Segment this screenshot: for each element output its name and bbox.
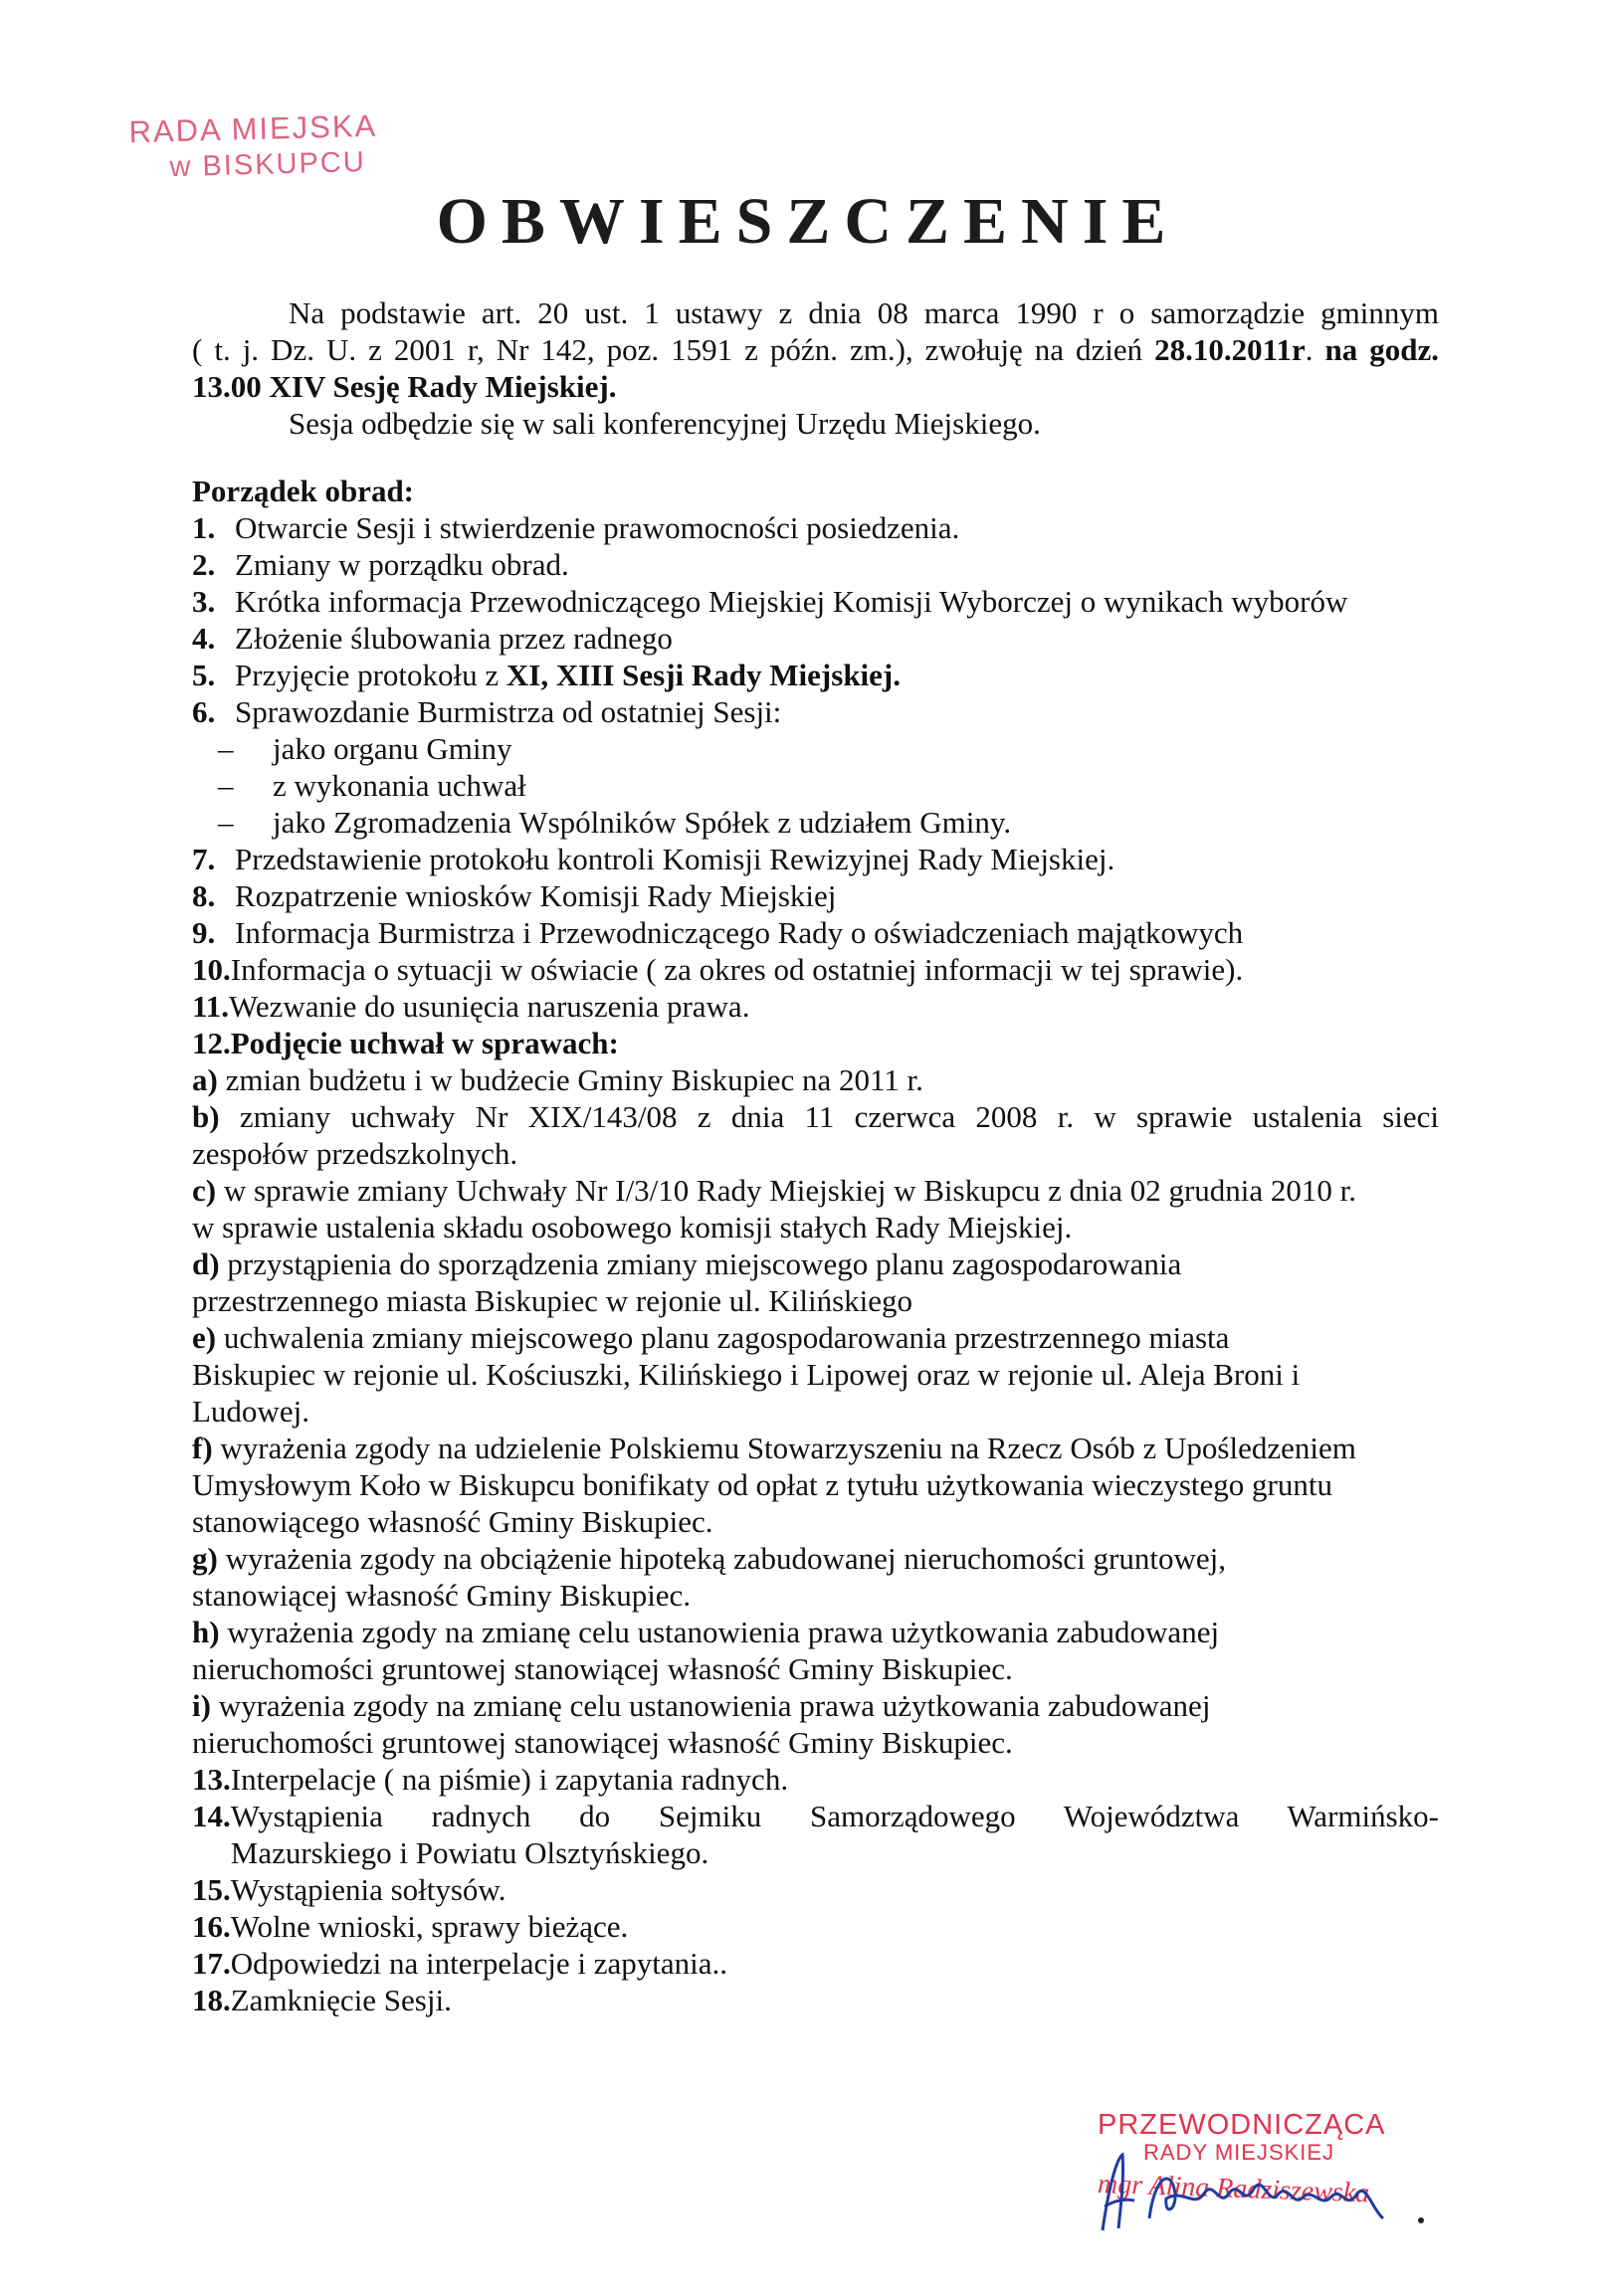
agenda-item-number: 9. <box>192 915 216 950</box>
handwritten-signature-icon <box>1095 2149 1433 2238</box>
resolution-line-text: wyrażenia zgody na obciążenie hipoteką zabudowanej nieruchomości gruntowej, <box>225 1541 1226 1576</box>
agenda-item-text <box>219 693 1439 730</box>
resolution-line <box>192 1687 1439 1724</box>
resolution-line <box>192 1614 1439 1650</box>
resolution-line <box>192 1466 1439 1503</box>
council-stamp <box>128 108 378 187</box>
resolution-line-text: wyrażenia zgody na zmianę celu ustanowienia prawa użytkowania zabudowanej <box>227 1615 1220 1649</box>
resolution-line-text: Biskupiec w rejonie ul. Kościuszki, Kilińskiego i Lipowej oraz w rejonie ul. Aleja Broni i <box>192 1357 1301 1392</box>
dash-marker: – <box>218 768 234 803</box>
sub-item <box>192 767 1439 804</box>
resolution-line-text: Umysłowym Koło w Biskupcu bonifikaty od opłat z tytułu użytkowania wieczystego gruntu <box>192 1467 1332 1502</box>
resolution-item <box>192 1319 1439 1430</box>
intro-line-3: 13.00 XIV Sesję Rady Miejskiej. <box>192 369 617 404</box>
resolution-item <box>192 1061 1439 1098</box>
stamp-subtitle: RADY MIEJSKIEJ <box>1143 2140 1335 2165</box>
dash-marker: – <box>218 731 234 766</box>
resolution-line-text: wyrażenia zgody na zmianę celu ustanowienia prawa użytkowania zabudowanej <box>218 1688 1211 1723</box>
agenda-item-number: 16. <box>192 1909 231 1944</box>
agenda-item-text-content: Wystąpienia sołtysów. <box>230 1872 506 1907</box>
resolution-line-text: w sprawie ustalenia składu osobowego komisji stałych Rady Miejskiej. <box>192 1210 1073 1244</box>
agenda-item-text <box>219 877 1439 914</box>
resolution-line-text: zmian budżetu i w budżecie Gminy Biskupiec na 2011 r. <box>225 1062 923 1097</box>
agenda-item-number: 10. <box>192 952 231 987</box>
resolution-line-text: w sprawie zmiany Uchwały Nr I/3/10 Rady Miejskiej w Biskupcu z dnia 02 grudnia 2010 r. <box>223 1173 1357 1208</box>
resolution-line <box>192 1135 1439 1172</box>
agenda-item-number: 4. <box>192 621 216 656</box>
resolution-item <box>192 1430 1439 1540</box>
resolution-line <box>192 1540 1439 1577</box>
agenda-item <box>192 583 1439 620</box>
agenda-item-text <box>229 988 1439 1025</box>
agenda-item <box>192 988 1439 1025</box>
agenda-item-number: 14. <box>192 1799 231 1833</box>
agenda-item-number: 11. <box>192 989 230 1024</box>
agenda-item-text-content: Rozpatrzenie wniosków Komisji Rady Miejskiej <box>235 878 837 913</box>
agenda-item-number: 6. <box>192 694 216 729</box>
resolution-line <box>192 1356 1439 1393</box>
stamp-title: PRZEWODNICZĄCA <box>1098 2109 1386 2141</box>
resolution-line-text: Ludowej. <box>192 1394 309 1429</box>
agenda-item-text-content: Informacja Burmistrza i Przewodniczącego Rady o oświadczeniach majątkowych <box>235 915 1244 950</box>
agenda-item-text <box>219 914 1439 951</box>
agenda-item-text <box>231 1908 1439 1945</box>
agenda-item-text-line: Mazurskiego i Powiatu Olsztyńskiego. <box>230 1835 709 1870</box>
agenda-item-text <box>219 620 1439 657</box>
agenda-item-text <box>219 546 1439 583</box>
agenda-item-number: 7. <box>192 842 216 876</box>
agenda-item-text <box>231 1945 1439 1982</box>
agenda-item-text-content: Odpowiedzi na interpelacje i zapytania.. <box>230 1946 727 1981</box>
resolution-line <box>192 1430 1439 1466</box>
sub-item <box>192 804 1439 841</box>
agenda-item <box>192 914 1439 951</box>
intro-line-4: Sesja odbędzie się w sali konferencyjnej Urzędu Miejskiego. <box>289 406 1041 441</box>
agenda-item-text-content: Wolne wnioski, sprawy bieżące. <box>230 1909 629 1944</box>
agenda-item-text-content: Otwarcie Sesji i stwierdzenie prawomocności posiedzenia. <box>235 510 960 545</box>
agenda-item-text <box>231 1761 1439 1798</box>
sub-item-text: z wykonania uchwał <box>273 768 526 803</box>
intro-line-2 <box>192 331 1439 368</box>
resolution-letter: f) <box>192 1431 213 1465</box>
resolution-line <box>192 1503 1439 1540</box>
agenda-list <box>192 509 1439 2018</box>
resolution-item <box>192 1687 1439 1761</box>
agenda-item <box>192 546 1439 583</box>
resolution-line-text: stanowiącej własność Gminy Biskupiec. <box>192 1578 692 1613</box>
agenda-item-number: 8. <box>192 878 216 913</box>
sub-item <box>192 730 1439 767</box>
resolution-line-text: nieruchomości gruntowej stanowiącej własność Gminy Biskupiec. <box>192 1725 1013 1760</box>
agenda-item <box>192 1871 1439 1908</box>
intro-line-1: Na podstawie art. 20 ust. 1 ustawy z dnia 08 marca 1990 r o samorządzie gminnym <box>289 295 1439 330</box>
resolution-line-text: zespołów przedszkolnych. <box>192 1136 518 1171</box>
resolution-item <box>192 1172 1439 1245</box>
agenda-item <box>192 877 1439 914</box>
intro-sep: . <box>1305 332 1325 367</box>
agenda-item-text-content: Zamknięcie Sesji. <box>230 1983 452 2017</box>
agenda-item-text-content: Przedstawienie protokołu kontroli Komisji Rewizyjnej Rady Miejskiej. <box>235 842 1115 876</box>
agenda-item <box>192 509 1439 546</box>
resolution-letter: a) <box>192 1062 218 1097</box>
resolution-line <box>192 1319 1439 1356</box>
agenda-item-number: 15. <box>192 1872 231 1907</box>
agenda-item-text-plain: Przyjęcie protokołu z <box>235 658 506 692</box>
agenda-item-number: 5. <box>192 658 216 692</box>
resolution-line <box>192 1061 1439 1098</box>
resolution-line-text: zmiany uchwały Nr XIX/143/08 z dnia 11 czerwca 2008 r. w sprawie ustalenia sieci <box>239 1099 1440 1134</box>
agenda-item <box>192 1945 1439 1982</box>
agenda-item-text <box>231 951 1439 988</box>
agenda-item <box>192 657 1439 693</box>
resolution-line <box>192 1724 1439 1761</box>
agenda-item <box>192 1798 1439 1871</box>
agenda-item <box>192 1908 1439 1945</box>
stamp-line-1: RADA MIEJSKA <box>128 107 378 150</box>
resolution-letter: e) <box>192 1320 217 1355</box>
resolution-line <box>192 1577 1439 1614</box>
sub-item-text: jako organu Gminy <box>273 731 512 766</box>
agenda-item-text <box>219 841 1439 877</box>
resolution-item <box>192 1245 1439 1319</box>
resolution-letter: c) <box>192 1173 217 1208</box>
resolution-line-text: nieruchomości gruntowej stanowiącej własność Gminy Biskupiec. <box>192 1651 1013 1686</box>
resolution-letter: h) <box>192 1615 220 1649</box>
resolution-line-text: stanowiącego własność Gminy Biskupiec. <box>192 1504 713 1539</box>
agenda-item-text-content: Informacja o sytuacji w oświacie ( za okres od ostatniej informacji w tej sprawie). <box>230 952 1244 987</box>
agenda-item-number: 2. <box>192 547 216 582</box>
intro-text: ( t. j. Dz. U. z 2001 r, Nr 142, poz. 1591 z późn. zm.), zwołuję na dzień <box>192 332 1155 367</box>
agenda-item-text-content: Sprawozdanie Burmistrza od ostatniej Sesji: <box>235 694 782 729</box>
agenda-item <box>192 1025 1439 1061</box>
resolution-line-text: przestrzennego miasta Biskupiec w rejonie ul. Kilińskiego <box>192 1283 913 1318</box>
agenda-heading: Porządek obrad: <box>192 474 415 508</box>
session-time-label: na godz. <box>1324 332 1439 367</box>
agenda-item <box>192 841 1439 877</box>
resolution-line-text: przystąpienia do sporządzenia zmiany miejscowego planu zagospodarowania <box>227 1246 1182 1281</box>
dash-marker: – <box>218 805 234 840</box>
session-date: 28.10.2011r <box>1154 332 1306 367</box>
document-title: OBWIESZCZENIE <box>436 185 1180 258</box>
resolution-line <box>192 1245 1439 1282</box>
resolution-line <box>192 1172 1439 1209</box>
resolution-letter: i) <box>192 1688 211 1723</box>
agenda-item-text-content: Krótka informacja Przewodniczącego Miejskiej Komisji Wyborczej o wynikach wyborów <box>235 584 1348 619</box>
agenda-item <box>192 1761 1439 1798</box>
resolution-item <box>192 1540 1439 1614</box>
resolution-line <box>192 1209 1439 1245</box>
resolution-line-text: wyrażenia zgody na udzielenie Polskiemu Stowarzyszeniu na Rzecz Osób z Upośledzeniem <box>220 1431 1356 1465</box>
agenda-item-text <box>231 1982 1439 2018</box>
agenda-item-text <box>219 509 1439 546</box>
agenda-item <box>192 693 1439 730</box>
agenda-item-number: 18. <box>192 1983 231 2017</box>
agenda-item-number: 13. <box>192 1762 231 1797</box>
resolution-line <box>192 1098 1439 1135</box>
stamp-line-2: w BISKUPCU <box>169 146 367 184</box>
resolution-item <box>192 1098 1439 1172</box>
agenda-item-text-content: Zmiany w porządku obrad. <box>235 547 569 582</box>
agenda-item-text-content: Złożenie ślubowania przez radnego <box>235 621 673 656</box>
stamp-name: mgr Alina Radziszewska <box>1097 2168 1370 2209</box>
agenda-item-number: 3. <box>192 584 216 619</box>
agenda-item-text-bold: XI, XIII Sesji Rady Miejskiej. <box>505 658 902 692</box>
resolution-line-text: uchwalenia zmiany miejscowego planu zagospodarowania przestrzennego miasta <box>223 1320 1230 1355</box>
agenda-item <box>192 951 1439 988</box>
agenda-item-text-content: Wezwanie do usunięcia naruszenia prawa. <box>229 989 750 1024</box>
resolution-line <box>192 1650 1439 1687</box>
resolution-letter: g) <box>192 1541 218 1576</box>
document-body <box>192 294 1439 2018</box>
agenda-item-text-content: Interpelacje ( na piśmie) i zapytania radnych. <box>230 1762 789 1797</box>
agenda-item-text <box>219 657 1439 693</box>
agenda-item-text-content: Podjęcie uchwał w sprawach: <box>230 1026 619 1060</box>
agenda-item-text <box>231 1025 1439 1061</box>
agenda-item <box>192 620 1439 657</box>
agenda-item-text <box>231 1871 1439 1908</box>
resolution-item <box>192 1614 1439 1687</box>
agenda-item-number: 1. <box>192 510 216 545</box>
agenda-item <box>192 1982 1439 2018</box>
resolution-letter: b) <box>192 1099 220 1134</box>
agenda-item-text <box>219 583 1439 620</box>
sub-item-text: jako Zgromadzenia Wspólników Spółek z udziałem Gminy. <box>273 805 1012 840</box>
resolution-letter: d) <box>192 1246 220 1281</box>
resolution-line <box>192 1282 1439 1319</box>
agenda-item-number: 17. <box>192 1946 231 1981</box>
agenda-item-text <box>231 1798 1439 1871</box>
agenda-item-text-line: Wystąpienia radnych do Sejmiku Samorządowego Województwa Warmińsko- <box>230 1799 1439 1833</box>
agenda-item-number: 12. <box>192 1026 231 1060</box>
resolution-line <box>192 1393 1439 1430</box>
